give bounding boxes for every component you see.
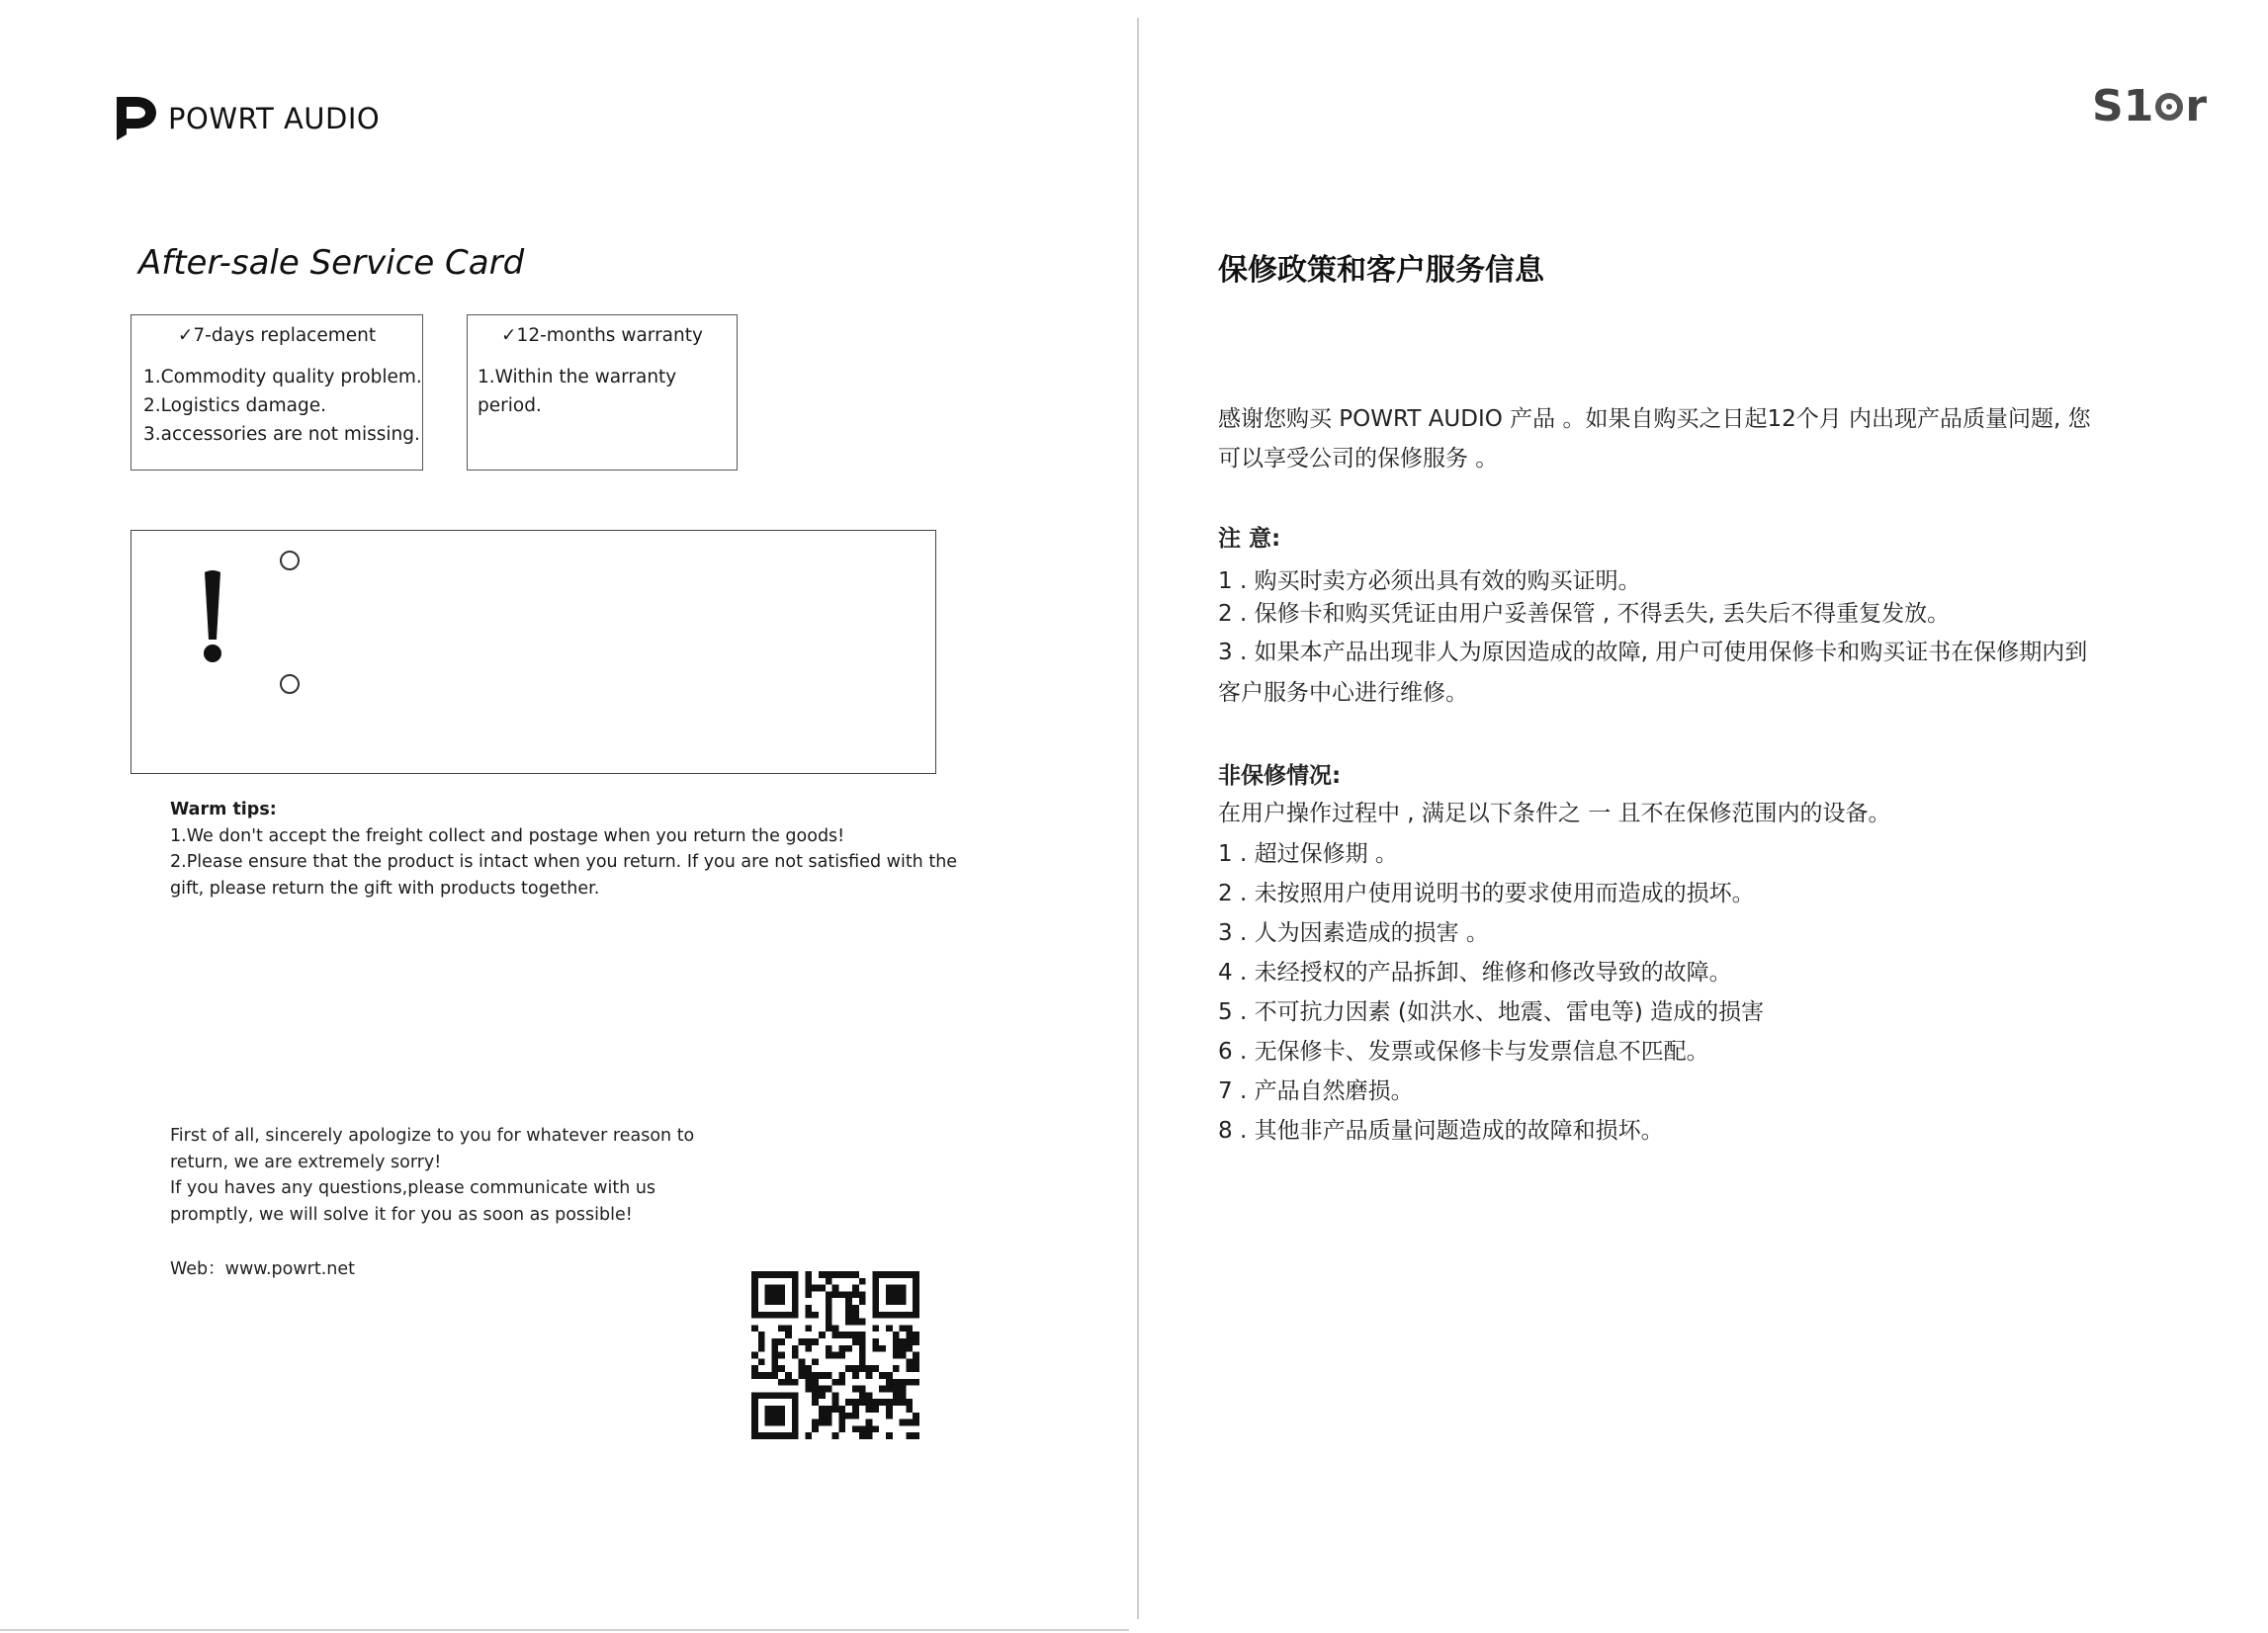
- non-warranty-item: 8 . 其他非产品质量问题造成的故障和损坏。: [1218, 1118, 1664, 1144]
- non-warranty-item: 6 . 无保修卡、发票或保修卡与发票信息不匹配。: [1218, 1039, 1709, 1065]
- non-warranty-heading: 非保修情况:: [1218, 763, 1342, 789]
- warranty-box: [467, 314, 738, 471]
- non-warranty-lead: 在用户操作过程中 , 满足以下条件之 一 且不在保修范围内的设备。: [1218, 801, 1891, 826]
- replacement-box: [131, 314, 423, 471]
- option-radio[interactable]: [280, 674, 300, 694]
- note-item: 1 . 购买时卖方必须出具有效的购买证明。: [1218, 568, 1641, 594]
- apology-line: return, we are extremely sorry!: [170, 1152, 442, 1172]
- note-heading: 注 意:: [1218, 526, 1281, 552]
- non-warranty-item: 1 . 超过保修期 。: [1218, 841, 1398, 867]
- non-warranty-item: 2 . 未按照用户使用说明书的要求使用而造成的损坏。: [1218, 881, 1755, 906]
- notice-box: [131, 530, 936, 774]
- model-suffix: r: [2185, 81, 2208, 131]
- model-badge: [2092, 81, 2207, 131]
- qr-code[interactable]: [751, 1271, 919, 1439]
- non-warranty-item: 3 . 人为因素造成的损害 。: [1218, 920, 1489, 946]
- intro-line: 可以享受公司的保修服务 。: [1218, 446, 1499, 472]
- warm-tip-line: 1.We don't accept the freight collect and postage when you return the goods!: [170, 825, 845, 846]
- brand-header: [113, 95, 380, 142]
- model-prefix: S1: [2092, 81, 2154, 131]
- apology-text: [170, 1123, 724, 1228]
- option-radio[interactable]: [280, 551, 300, 570]
- intro-paragraph: [1218, 399, 2128, 478]
- warm-tips: [170, 797, 961, 902]
- replacement-line: 3.accessories are not missing.: [143, 424, 420, 445]
- warranty-line: 1.Within the warranty period.: [478, 367, 677, 416]
- apology-line: promptly, we will solve it for you as soon as possible!: [170, 1204, 633, 1225]
- apology-line: If you haves any questions,please communicate with us: [170, 1178, 656, 1198]
- warranty-policy-title: 保修政策和客户服务信息: [1218, 253, 1544, 288]
- model-ring-icon: [2155, 93, 2183, 121]
- warm-tip-line: 2.Please ensure that the product is intact when you return. If you are not satisfied with the gift, please return the gift with products together.: [170, 852, 958, 899]
- powrt-logo-icon: [113, 95, 160, 142]
- note-item: 3 . 如果本产品出现非人为原因造成的故障, 用户可使用保修卡和购买证书在保修期内到: [1218, 640, 2088, 665]
- replacement-line: 2.Logistics damage.: [143, 395, 326, 416]
- replacement-line: 1.Commodity quality problem.: [143, 367, 422, 387]
- page-divider: [1137, 18, 1139, 1619]
- non-warranty-item: 5 . 不可抗力因素 (如洪水、地震、雷电等) 造成的损害: [1218, 999, 1765, 1025]
- warm-tips-title: Warm tips:: [170, 800, 277, 819]
- intro-line: 感谢您购买 POWRT AUDIO 产品 。如果自购买之日起12个月 内出现产品质量问题, 您: [1218, 406, 2091, 432]
- non-warranty-list: [1218, 834, 1764, 1151]
- apology-line: First of all, sincerely apologize to you for whatever reason to: [170, 1126, 695, 1146]
- note-item: 2 . 保修卡和购买凭证由用户妥善保管 , 不得丢失, 丢失后不得重复发放。: [1218, 601, 1951, 627]
- non-warranty-item: 4 . 未经授权的产品拆卸、维修和修改导致的故障。: [1218, 960, 1732, 986]
- bottom-rule: [0, 1629, 1129, 1631]
- brand-name: POWRT AUDIO: [168, 102, 381, 135]
- non-warranty-item: 7 . 产品自然磨损。: [1218, 1078, 1414, 1104]
- card-title: After-sale Service Card: [138, 243, 525, 283]
- note-item-wrap: 客户服务中心进行维修。: [1218, 680, 1468, 706]
- note-list: [1218, 565, 2137, 713]
- replacement-heading: ✓7-days replacement: [177, 325, 377, 346]
- exclamation-icon: [191, 568, 234, 663]
- warranty-heading: ✓12-months warranty: [501, 325, 703, 346]
- website-link[interactable]: Web：www.powrt.net: [170, 1259, 356, 1279]
